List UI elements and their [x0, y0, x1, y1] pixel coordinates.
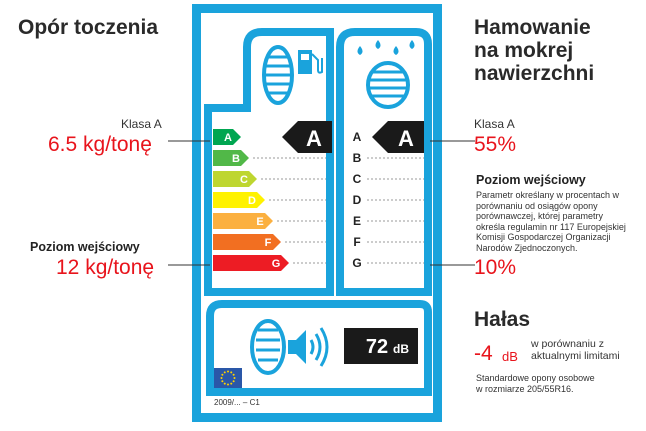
wet-class-letter-a: A	[352, 130, 362, 144]
noise-compare-line2: aktualnymi limitami	[531, 350, 620, 362]
wet-class-letter-d: D	[352, 193, 362, 207]
wet-rating-letter: A	[398, 126, 414, 151]
fuel-class-letter: E	[256, 216, 264, 228]
fuel-class-bar-d	[213, 192, 265, 208]
fuel-class-bar-e	[213, 213, 273, 229]
wet-grip-title-line2: na mokrej	[474, 39, 574, 62]
wet-class-letter-e: E	[352, 214, 362, 228]
wet-class-letter-f: F	[353, 235, 361, 249]
fuel-rating-letter: A	[306, 126, 322, 151]
eu-star	[234, 377, 236, 379]
wet-grip-title-line1: Hamowanie	[474, 16, 591, 39]
left-class-label: Klasa A	[121, 117, 162, 131]
desc-line: Komisji Gospodarczej Organizacji	[476, 232, 611, 242]
rolling-resistance-title: Opór toczenia	[18, 16, 159, 39]
fuel-class-letter: B	[232, 153, 240, 165]
eu-star	[224, 383, 226, 385]
eu-flag-icon	[214, 368, 242, 388]
fuel-class-bar-c	[213, 171, 257, 187]
desc-line: określa regulamin nr 117 Europejskiej	[476, 221, 626, 232]
eu-star	[221, 377, 223, 379]
noise-note-line2: w rozmiarze 205/55R16.	[476, 383, 574, 394]
noise-tyre-icon	[252, 321, 284, 373]
right-class-value: 55%	[474, 133, 517, 156]
wet-tyre-icon	[368, 63, 408, 107]
eu-star	[224, 371, 226, 373]
desc-line: porównaniu od osiągów opony	[476, 200, 598, 211]
wet-class-letter-g: G	[352, 256, 362, 270]
left-entry-label: Poziom wejściowy	[30, 240, 140, 254]
wet-class-letter-b: B	[352, 151, 362, 165]
noise-diff-unit: dB	[502, 349, 518, 364]
eu-star	[221, 380, 223, 382]
wet-grip-title-line3: nawierzchni	[474, 62, 595, 85]
wet-class-letter-c: C	[352, 172, 362, 186]
desc-line: porównawczej, której parametry	[476, 211, 604, 221]
noise-label-value: 72	[365, 336, 389, 358]
noise-note-line1: Standardowe opony osobowe	[476, 373, 595, 383]
tyre-icon	[264, 47, 292, 103]
eu-star	[227, 371, 229, 373]
desc-line: Parametr określany w procentach w	[476, 190, 620, 200]
left-class-value: 6.5 kg/tonę	[48, 133, 152, 156]
desc-line: Narodów Zjednoczonych.	[476, 242, 578, 253]
fuel-class-letter: C	[240, 174, 248, 186]
eu-star	[221, 374, 223, 376]
eu-star	[230, 383, 232, 385]
eu-star	[233, 374, 235, 376]
eu-star	[230, 371, 232, 373]
noise-diff-value: -4	[474, 342, 493, 365]
fuel-class-letter: F	[264, 237, 272, 249]
noise-label-unit: dB	[393, 342, 409, 356]
fuel-class-letter: G	[271, 258, 281, 270]
noise-title: Hałas	[474, 308, 531, 331]
left-entry-value: 12 kg/tonę	[56, 256, 155, 279]
right-entry-value: 10%	[474, 256, 517, 279]
right-entry-label: Poziom wejściowy	[476, 173, 586, 187]
eu-star	[233, 380, 235, 382]
fuel-class-letter: D	[248, 195, 256, 207]
noise-compare-line1: w porównaniu z	[531, 338, 604, 350]
right-class-label: Klasa A	[474, 117, 515, 131]
eu-star	[227, 384, 229, 386]
fuel-class-letter: A	[224, 132, 232, 144]
footer-code: 2009/... – C1	[214, 398, 260, 407]
